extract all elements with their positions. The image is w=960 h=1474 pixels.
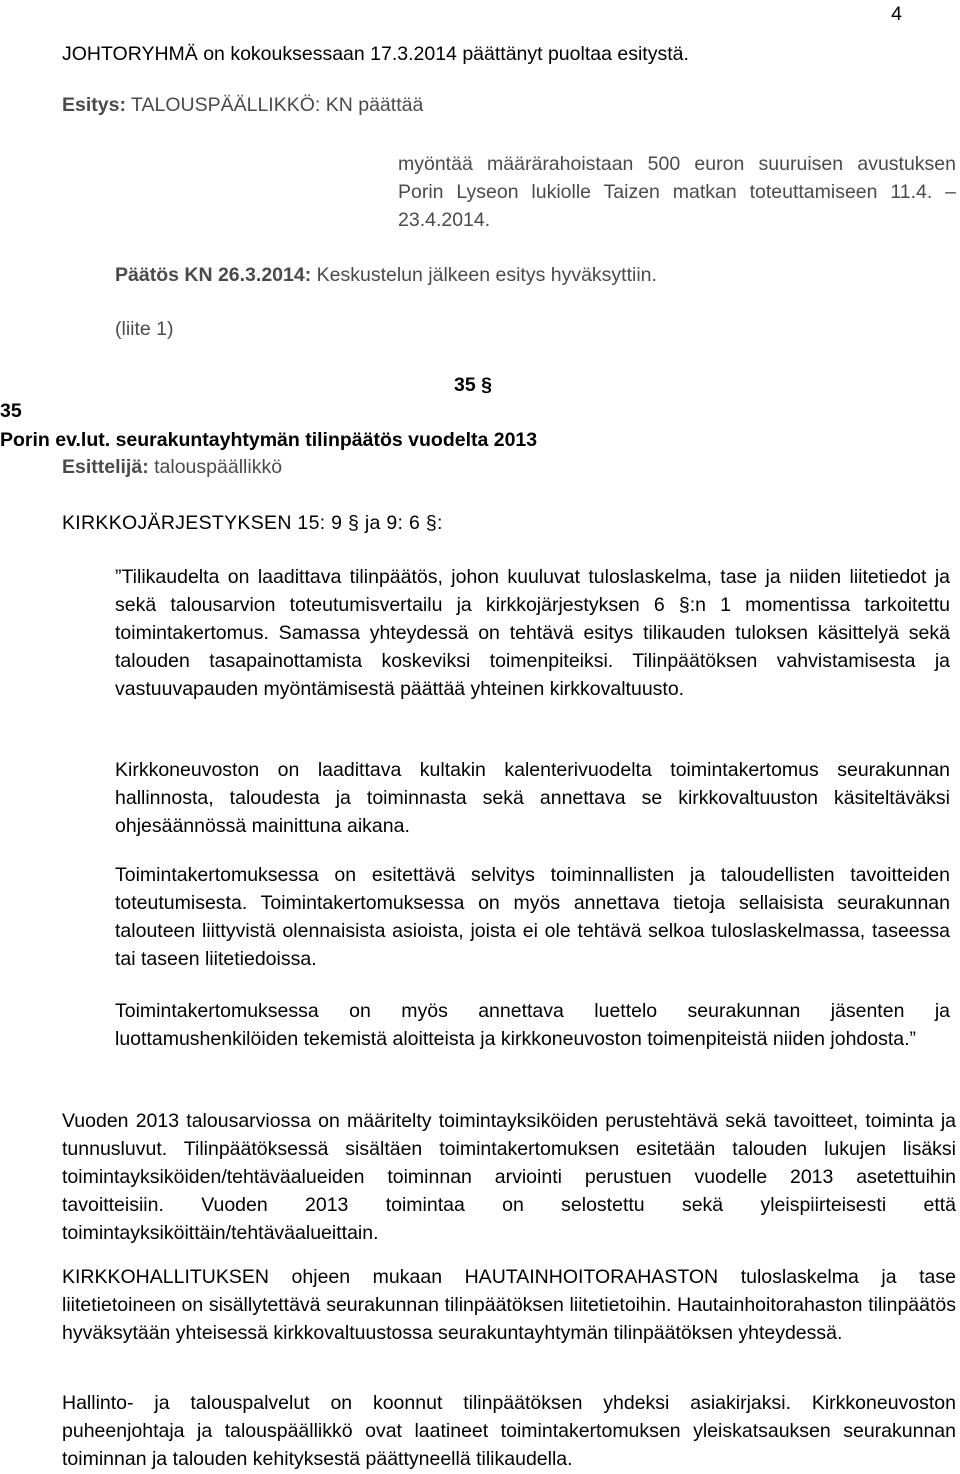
body-paragraph-3: Hallinto- ja talouspalvelut on koonnut tilinpäätöksen yhdeksi asiakirjaksi. Kirkkoneuvoston puheenjohtaja ja talouspäällikkö ovat laatineet toimintakertomuksen yleiskatsauksen seurakunnan toiminnan ja talouden kehityksestä päättyneellä tilikaudella. [62,1392,956,1470]
section-number-centered: 35 § [454,374,492,396]
esitys-text: TALOUSPÄÄLLIKKÖ: KN päättää [125,94,424,116]
page-number: 4 [891,3,902,25]
quote-paragraph-3: Toimintakertomuksessa on esitettävä selvitys toiminnallisten ja taloudellisten tavoitteiden toteutumisesta. Toimintakertomuksessa on myös annettava tietoja sellaisista seurakunnan talouteen liittyvistä olennaisista asioista, joista ei ole tehtävä selkoa tuloslaskelmassa, taseessa tai taseen liitetiedoissa. [115,864,950,970]
esitys-body: myöntää määrärahoistaan 500 euron suuruisen avustuksen Porin Lyseon lukiolle Taizen matkan toteuttamiseen 11.4. – 23.4.2014. [398,153,956,231]
esitys-label: Esitys: [62,94,126,116]
esitys-heading [62,91,423,119]
paatos-text: Keskustelun jälkeen esitys hyväksyttiin. [311,264,657,286]
body-paragraph-2: KIRKKOHALLITUKSEN ohjeen mukaan HAUTAINHOITORAHASTON tuloslaskelma ja tase liitetietoineen on sisällytettävä seurakunnan tilinpäätöksen liitetietoihin. Hautainhoitorahaston tilinpäätös hyväksytään yhteisessä kirkkovaltuustossa seurakuntayhtymän tilinpäätöksen yhteydessä. [62,1266,956,1344]
paatos-label: Päätös KN 26.3.2014: [115,264,312,286]
esittelija-label: Esittelijä: [62,456,149,478]
paatos-line [115,261,657,289]
section-title: Porin ev.lut. seurakuntayhtymän tilinpäätös vuodelta 2013 [0,429,538,451]
quote-paragraph-2: Kirkkoneuvoston on laadittava kultakin kalenterivuodelta toimintakertomus seurakunnan hallinnosta, taloudesta ja toiminnasta sekä annettava se kirkkovaltuuston käsiteltäväksi ohjesäännössä mainittuna aikana. [115,759,950,837]
johtoryhma-note: JOHTORYHMÄ on kokouksessaan 17.3.2014 päättänyt puoltaa esitystä. [62,43,689,65]
quote-paragraph-1: ”Tilikaudelta on laadittava tilinpäätös, johon kuuluvat tuloslaskelma, tase ja niiden liitetiedot ja sekä talousarvion toteutumisvertailu ja kirkkojärjestyksen 6 §:n 1 momentissa tarkoitettu toimintakertomus. Samassa yhteydessä on tehtävä esitys tilikauden tuloksen käsittelyä sekä talouden tasapainottamista koskeviksi toimenpiteiksi. Tilinpäätöksen vahvistamisesta ja vastuuvapauden myöntämisestä päättää yhteinen kirkkovaltuusto. [115,566,950,700]
quote-paragraph-4: Toimintakertomuksessa on myös annettava luettelo seurakunnan jäsenten ja luottamushenkilöiden tekemistä aloitteista ja kirkkoneuvoston toimenpiteistä niiden johdosta.” [115,1000,950,1050]
body-paragraph-1: Vuoden 2013 talousarviossa on määritelty toimintayksiköiden perustehtävä sekä tavoitteet, toiminta ja tunnusluvut. Tilinpäätöksessä sisältäen toimintakertomuksen esitetään talouden lukujen lisäksi toimintayksiköiden/tehtäväalueiden toiminnan arviointi perustuen vuodelle 2013 asetettuihin tavoitteisiin. Vuoden 2013 toimintaa on selostettu sekä yleispiirteisesti että toimintayksiköittäin/tehtäväalueittain. [62,1110,956,1244]
liite-ref: (liite 1) [115,318,174,340]
esittelija-value: talouspäällikkö [148,456,283,478]
section-number: 35 [0,400,22,422]
legal-reference: KIRKKOJÄRJESTYKSEN 15: 9 § ja 9: 6 §: [62,512,443,534]
esittelija-line [62,453,282,481]
